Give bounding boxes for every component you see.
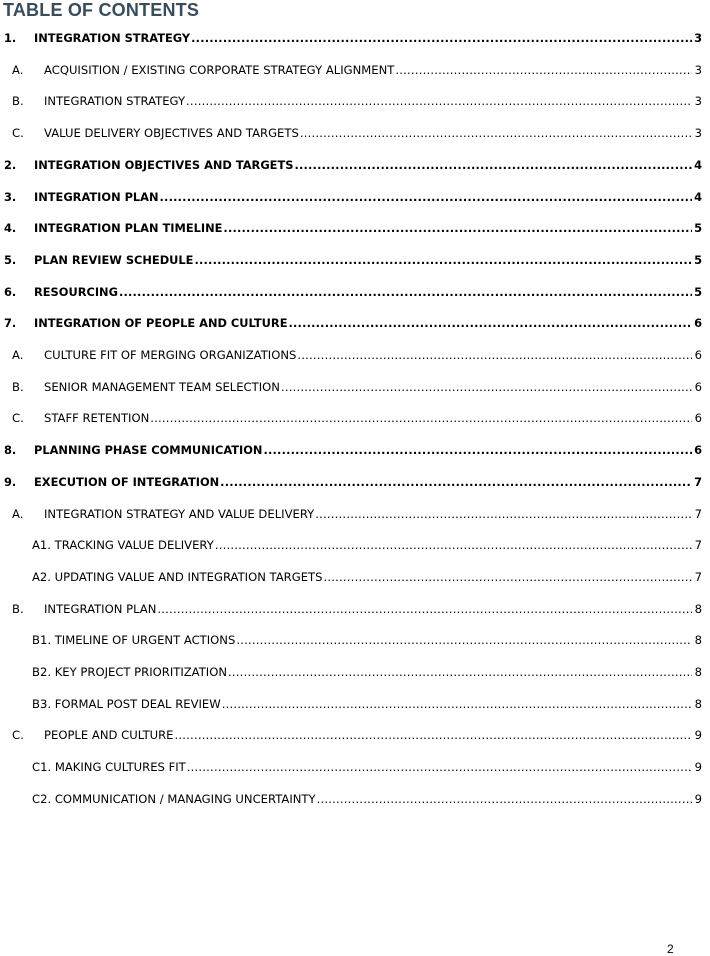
toc-entry-label: INTEGRATION STRATEGY AND VALUE DELIVERY — [44, 506, 315, 521]
toc-entry-label: PLANNING PHASE COMMUNICATION — [34, 443, 263, 458]
dot-leader — [187, 760, 692, 774]
toc-entry[interactable] — [0, 665, 702, 679]
toc-entry-label: PEOPLE AND CULTURE — [44, 728, 174, 743]
dot-leader — [300, 126, 692, 140]
dot-leader — [175, 728, 692, 742]
dot-leader — [297, 348, 692, 362]
toc-entry-number: 9. — [4, 474, 17, 489]
dot-leader — [315, 507, 692, 521]
toc-entry-page: 7 — [694, 506, 702, 521]
toc-entry[interactable] — [0, 443, 702, 457]
dot-leader — [281, 380, 692, 394]
toc-entry-page: 3 — [694, 31, 702, 45]
toc-entry-label: INTEGRATION STRATEGY — [44, 94, 186, 109]
dot-leader — [236, 633, 692, 647]
toc-entry-number: A. — [12, 348, 24, 362]
toc-entry-page: 6 — [694, 443, 702, 458]
toc-entry[interactable] — [0, 475, 702, 489]
toc-entry-number: 7. — [4, 316, 17, 331]
toc-entry-number: 4. — [4, 221, 17, 236]
dot-leader — [294, 158, 692, 172]
toc-entry-page: 5 — [694, 284, 702, 299]
toc-entry-page: 6 — [694, 411, 702, 426]
toc-entry-page: 9 — [694, 728, 702, 743]
toc-entry-number: C. — [12, 411, 24, 426]
toc-entry-page: 6 — [694, 316, 702, 331]
toc-entry[interactable] — [0, 285, 702, 299]
toc-entry-label: C2. COMMUNICATION / MANAGING UNCERTAINTY — [32, 791, 316, 806]
toc-entry-label: INTEGRATION STRATEGY — [34, 31, 191, 45]
toc-entry-page: 9 — [694, 760, 702, 775]
toc-entry-page: 3 — [694, 126, 702, 141]
dot-leader — [323, 570, 692, 584]
page-number: 2 — [667, 942, 674, 956]
dot-leader — [228, 665, 692, 679]
toc-entry[interactable] — [0, 602, 702, 616]
toc-entry-number: 3. — [4, 189, 17, 204]
toc-entry-page: 6 — [694, 348, 702, 362]
toc-entry[interactable] — [0, 507, 702, 521]
toc-entry-label: PLAN REVIEW SCHEDULE — [34, 252, 194, 267]
toc-entry-label: INTEGRATION PLAN — [44, 601, 157, 616]
toc-entry-page: 8 — [694, 665, 702, 679]
toc-entry[interactable] — [0, 221, 702, 235]
toc-entry[interactable] — [0, 538, 702, 552]
toc-entry[interactable] — [0, 760, 702, 774]
toc-entry-label: INTEGRATION OBJECTIVES AND TARGETS — [34, 157, 294, 172]
toc-entry-page: 3 — [694, 94, 702, 109]
toc-entry-number: 5. — [4, 252, 17, 267]
toc-entry[interactable] — [0, 728, 702, 742]
toc-entry-page: 5 — [694, 252, 702, 267]
toc-entry-page: 7 — [694, 569, 702, 584]
toc-entry-label: EXECUTION OF INTEGRATION — [34, 474, 220, 489]
toc-entry[interactable] — [0, 190, 702, 204]
toc-entry[interactable] — [0, 380, 702, 394]
dot-leader — [222, 697, 692, 711]
toc-entry-page: 4 — [694, 157, 702, 172]
toc-entry[interactable] — [0, 570, 702, 584]
dot-leader — [215, 538, 692, 552]
toc-entry-number: B. — [12, 379, 24, 394]
dot-leader — [223, 221, 692, 235]
toc-entry-number: 8. — [4, 443, 17, 458]
toc-entry[interactable] — [0, 63, 702, 77]
toc-entry[interactable] — [0, 31, 702, 45]
toc-entry-label: RESOURCING — [34, 284, 118, 299]
toc-entry-page: 8 — [694, 696, 702, 711]
toc-entry-label: A1. TRACKING VALUE DELIVERY — [32, 538, 214, 553]
dot-leader — [119, 285, 692, 299]
toc-entry-number: A. — [12, 62, 24, 77]
toc-entry-label: B3. FORMAL POST DEAL REVIEW — [32, 696, 221, 711]
dot-leader — [317, 792, 692, 806]
toc-entry-number: B. — [12, 601, 24, 616]
toc-entry-number: 1. — [4, 31, 17, 45]
toc-entry[interactable] — [0, 94, 702, 108]
dot-leader — [263, 443, 692, 457]
toc-entry[interactable] — [0, 126, 702, 140]
toc-entry-page: 7 — [694, 538, 702, 553]
toc-entry-label: A2. UPDATING VALUE AND INTEGRATION TARGETS — [32, 569, 323, 584]
toc-entry[interactable] — [0, 411, 702, 425]
toc-entry-label: STAFF RETENTION — [44, 411, 150, 426]
dot-leader — [395, 63, 692, 77]
toc-entry-page: 6 — [694, 379, 702, 394]
dot-leader — [186, 94, 692, 108]
dot-leader — [194, 253, 692, 267]
toc-entry-number: C. — [12, 126, 24, 141]
toc-entry-number: C. — [12, 728, 24, 743]
toc-entry-number: 6. — [4, 284, 17, 299]
dot-leader — [160, 190, 692, 204]
toc-entry-page: 9 — [694, 791, 702, 806]
dot-leader — [150, 411, 692, 425]
toc-entry-label: INTEGRATION PLAN TIMELINE — [34, 221, 223, 236]
toc-entry-page: 8 — [694, 633, 702, 648]
dot-leader — [220, 475, 692, 489]
toc-entry[interactable] — [0, 158, 702, 172]
toc-entry-page: 5 — [694, 221, 702, 236]
toc-entry[interactable] — [0, 253, 702, 267]
toc-entry[interactable] — [0, 697, 702, 711]
toc-entry-page: 8 — [694, 601, 702, 616]
toc-entry-label: B2. KEY PROJECT PRIORITIZATION — [32, 665, 228, 679]
toc-entry-label: CULTURE FIT OF MERGING ORGANIZATIONS — [44, 348, 297, 362]
page-title: TABLE OF CONTENTS — [3, 0, 200, 20]
toc-entry-page: 7 — [694, 474, 702, 489]
toc-entry-label: INTEGRATION PLAN — [34, 189, 159, 204]
toc-entry[interactable] — [0, 348, 702, 362]
toc-entry-label: SENIOR MANAGEMENT TEAM SELECTION — [44, 379, 280, 394]
toc-entry[interactable] — [0, 792, 702, 806]
toc-entry-label: B1. TIMELINE OF URGENT ACTIONS — [32, 633, 236, 648]
dot-leader — [288, 316, 692, 330]
toc-entry-label: C1. MAKING CULTURES FIT — [32, 760, 186, 775]
toc-entry-label: VALUE DELIVERY OBJECTIVES AND TARGETS — [44, 126, 299, 141]
toc-entry-page: 4 — [694, 189, 702, 204]
toc-entry-number: A. — [12, 506, 24, 521]
toc-entry-label: INTEGRATION OF PEOPLE AND CULTURE — [34, 316, 288, 331]
dot-leader — [191, 31, 692, 45]
toc-entry[interactable] — [0, 633, 702, 647]
toc-entry-number: 2. — [4, 157, 17, 172]
dot-leader — [157, 602, 692, 616]
toc-entry-label: ACQUISITION / EXISTING CORPORATE STRATEGY ALIGNMENT — [44, 62, 395, 77]
toc-entry-number: B. — [12, 94, 24, 109]
toc-entry[interactable] — [0, 316, 702, 330]
toc-entry-page: 3 — [694, 62, 702, 77]
